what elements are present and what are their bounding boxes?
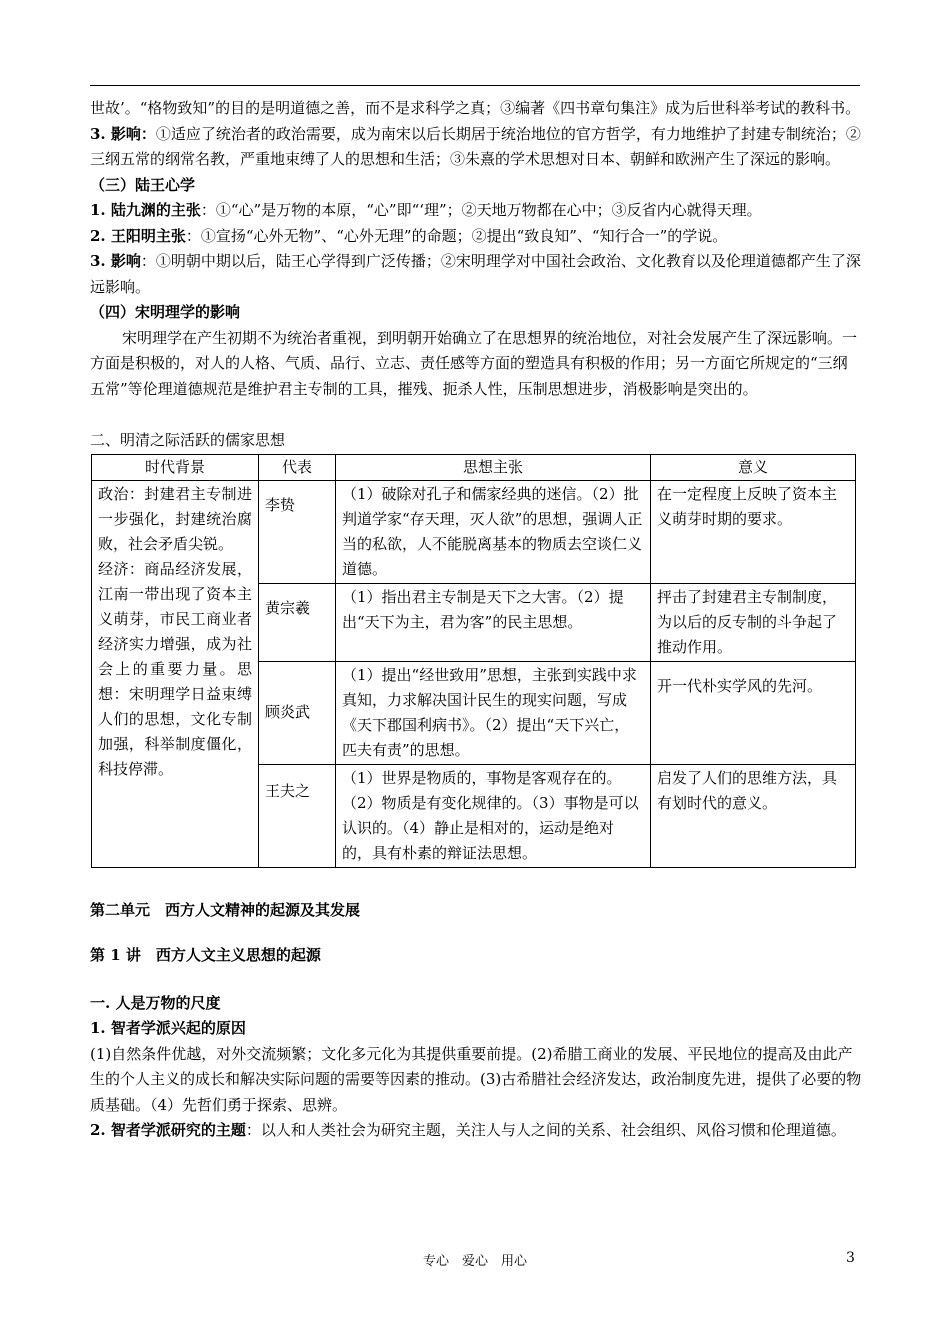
cell-meaning-lizhi: 在一定程度上反映了资本主义萌芽时期的要求。 xyxy=(651,480,856,583)
cell-meaning-wangfuzhi: 启发了人们的思维方法，具有划时代的意义。 xyxy=(651,764,856,867)
paragraph-lujiuyuan xyxy=(90,198,862,224)
label-lujiuyuan: 1. 陆九渊的主张 xyxy=(90,201,201,219)
cell-ideas-lizhi: （1）破除对孔子和儒家经典的迷信。（2）批判道学家“存天理，灭人欲”的思想，强调人正当的私欲，人不能脱离基本的物质去空谈仁义道德。 xyxy=(336,480,651,583)
page-content xyxy=(90,96,862,1144)
label-luwang-influence: 3. 影响 xyxy=(90,252,141,270)
cell-ideas-huangzongxi: （1）指出君主专制是天下之大害。（2）提出“天下为主，君为客”的民主思想。 xyxy=(336,583,651,661)
paragraph-songming-influence: 宋明理学在产生初期不为统治者重视，到明朝开始确立了在思想界的统治地位，对社会发展产生了深远影响。一方面是积极的，对人的人格、气质、品行、立志、责任感等方面的塑造具有积极的作用；另一方面它所规定的“三纲五常”等伦理道德规范是维护君主专制的工具，摧残、扼杀人性，压制思想进步，消极影响是突出的。 xyxy=(90,328,858,398)
header-meaning: 意义 xyxy=(651,454,856,480)
background-economy: 经济：商品经济发展，江南一带出现了资本主义萌芽，市民工商业者经济实力增强，成为社会上的重要力量。思想：宋明理学日益束缚人们的思想，文化专制加强，科举制度僵化，科技停滞。 xyxy=(98,559,252,778)
cell-rep-huangzongxi: 黄宗羲 xyxy=(259,583,336,661)
paragraph-reasons: (1)自然条件优越，对外交流频繁；文化多元化为其提供重要前提。(2)希腊工商业的发展、平民地位的提高及由此产生的个人主义的成长和解决实际问题的需要等因素的推动。(3)古希腊社会经济发达，政治制度先进，提供了必要的物质基础。（4）先哲们勇于探索、思辨。 xyxy=(90,1044,862,1114)
cell-rep-lizhi: 李贽 xyxy=(259,480,336,583)
cell-rep-guyanwu: 顾炎武 xyxy=(259,661,336,764)
cell-ideas-guyanwu: （1）提出“经世致用”思想，主张到实践中求真知，力求解决国计民生的现实问题，写成《天下郡国利病书》。（2）提出“天下兴亡，匹夫有责”的思想。 xyxy=(336,661,651,764)
cell-rep-wangfuzhi: 王夫之 xyxy=(259,764,336,867)
label-influence: 3. 影响： xyxy=(90,124,156,143)
text-themes: ：以人和人类社会为研究主题，关注人与人之间的关系、社会组织、风俗习惯和伦理道德。 xyxy=(245,1121,846,1139)
paragraph-luwang-influence xyxy=(90,249,862,300)
cell-ideas-wangfuzhi: （1）世界是物质的，事物是客观存在的。（2）物质是有变化规律的。（3）事物是可以认识的。（4）静止是相对的，运动是绝对的，具有朴素的辩证法思想。 xyxy=(336,764,651,867)
heading-songming-influence: （四）宋明理学的影响 xyxy=(90,303,241,321)
unit-title: 第二单元 西方人文精神的起源及其发展 xyxy=(90,900,361,919)
spacer xyxy=(90,402,862,428)
paragraph-influence xyxy=(90,122,862,173)
cell-background xyxy=(92,480,259,867)
paragraph-themes xyxy=(90,1118,862,1144)
label-themes: 2. 智者学派研究的主题 xyxy=(90,1121,246,1139)
label-wangyangming: 2. 王阳明主张 xyxy=(90,226,186,245)
section-title: 一. 人是万物的尺度 xyxy=(90,993,221,1012)
table-header-row xyxy=(92,454,856,480)
paragraph-zhuxi-cont: 世故’。“格物致知”的目的是明道德之善，而不是求科学之真；③编著《四书章句集注》成为后世科举考试的教科书。 xyxy=(90,99,861,117)
lesson-title: 第 1 讲 西方人文主义思想的起源 xyxy=(90,946,321,964)
table-row xyxy=(92,480,856,583)
text-influence: ①适应了统治者的政治需要，成为南宋以后长期居于统治地位的官方哲学，有力地维护了封建专制统治；②三纲五常的纲常名教，严重地束缚了人的思想和生活；③朱熹的学术思想对日本、朝鲜和欧洲产生了深远的影响。 xyxy=(90,124,861,168)
header-representative: 代表 xyxy=(259,454,336,480)
subsection-title-reasons: 1. 智者学派兴起的原因 xyxy=(90,1019,246,1037)
background-politics: 政治：封建君主专制进一步强化，封建统治腐败，社会矛盾尖锐。 xyxy=(98,484,252,553)
cell-meaning-guyanwu: 开一代朴实学风的先河。 xyxy=(651,661,856,764)
confucian-thought-table xyxy=(91,454,856,868)
text-lujiuyuan: ：①“心”是万物的本原，“心”即“‘理”；②天地万物都在心中；③反省内心就得天理。 xyxy=(200,201,762,219)
header-ideas: 思想主张 xyxy=(336,454,651,480)
page-number: 3 xyxy=(846,1250,855,1266)
heading-luwang: （三）陆王心学 xyxy=(90,175,196,194)
text-luwang-influence: ：①明朝中期以后，陆王心学得到广泛传播；②宋明理学对中国社会政治、文化教育以及伦理道德都产生了深远影响。 xyxy=(90,252,861,296)
paragraph-wangyangming xyxy=(90,224,862,250)
page-footer: 专心 爱心 用心 xyxy=(422,1254,527,1269)
header-background: 时代背景 xyxy=(92,454,259,480)
text-wangyangming: ：①宣扬“心外无物”、“心外无理”的命题；②提出“致良知”、“知行合一”的学说。 xyxy=(185,226,728,245)
table-title: 二、明清之际活跃的儒家思想 xyxy=(90,431,286,449)
cell-meaning-huangzongxi: 抨击了封建君主专制制度，为以后的反专制的斗争起了推动作用。 xyxy=(651,583,856,661)
header-rule xyxy=(90,85,860,86)
